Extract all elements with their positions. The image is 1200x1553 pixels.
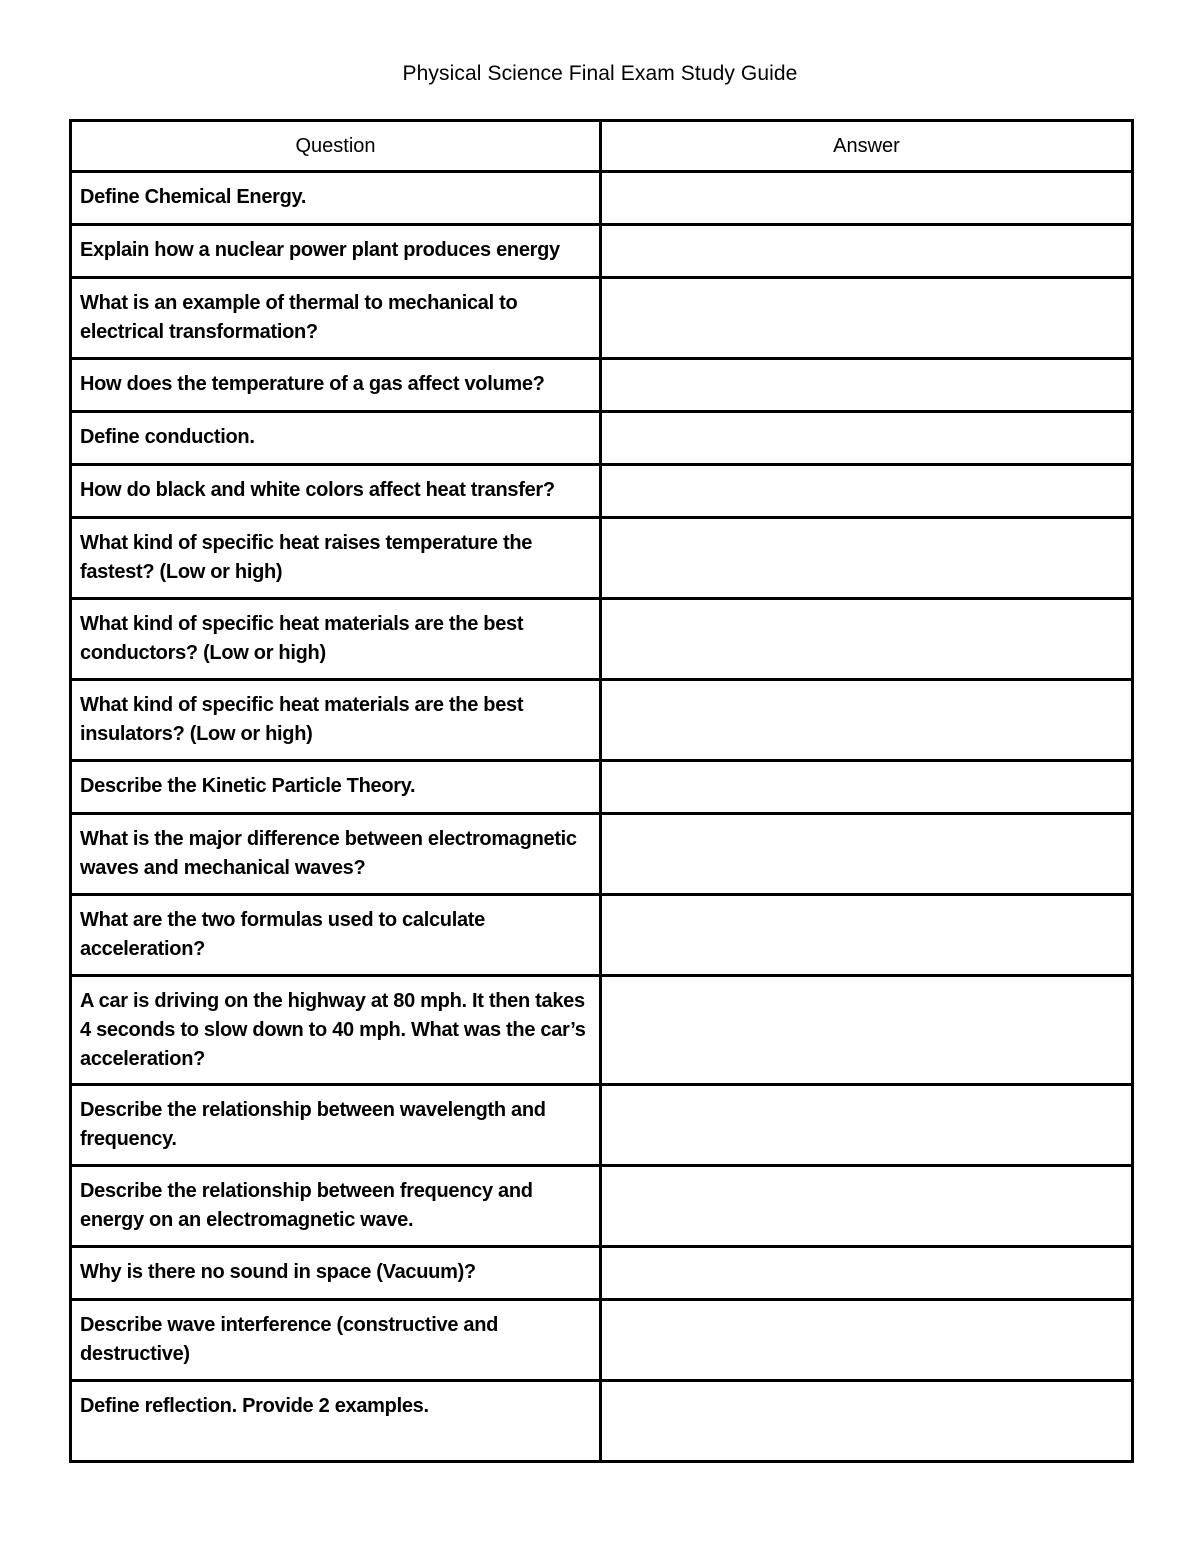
question-cell: Define Chemical Energy. — [71, 172, 601, 225]
answer-cell[interactable] — [601, 680, 1133, 761]
question-cell: How do black and white colors affect heat transfer? — [71, 465, 601, 518]
question-cell: What is the major difference between electromagnetic waves and mechanical waves? — [71, 814, 601, 895]
answer-cell[interactable] — [601, 761, 1133, 814]
answer-cell[interactable] — [601, 1166, 1133, 1247]
answer-cell[interactable] — [601, 518, 1133, 599]
question-cell: What are the two formulas used to calculate acceleration? — [71, 895, 601, 976]
table-row — [71, 599, 1133, 680]
question-cell: Describe the relationship between frequency and energy on an electromagnetic wave. — [71, 1166, 601, 1247]
study-guide-table — [69, 119, 1134, 1463]
table-row — [71, 172, 1133, 225]
question-cell: What kind of specific heat raises temperature the fastest? (Low or high) — [71, 518, 601, 599]
table-row — [71, 278, 1133, 359]
answer-cell[interactable] — [601, 1085, 1133, 1166]
answer-cell[interactable] — [601, 1247, 1133, 1300]
question-column-header: Question — [71, 121, 601, 172]
answer-cell[interactable] — [601, 172, 1133, 225]
table-row — [71, 465, 1133, 518]
table-row — [71, 814, 1133, 895]
answer-cell[interactable] — [601, 814, 1133, 895]
question-cell: What kind of specific heat materials are the best conductors? (Low or high) — [71, 599, 601, 680]
table-row — [71, 1381, 1133, 1462]
question-cell: Why is there no sound in space (Vacuum)? — [71, 1247, 601, 1300]
question-cell: What kind of specific heat materials are the best insulators? (Low or high) — [71, 680, 601, 761]
answer-cell[interactable] — [601, 976, 1133, 1085]
page-title: Physical Science Final Exam Study Guide — [402, 62, 798, 85]
question-cell: Describe wave interference (constructive and destructive) — [71, 1300, 601, 1381]
question-cell: How does the temperature of a gas affect volume? — [71, 359, 601, 412]
table-header-row — [71, 121, 1133, 172]
answer-cell[interactable] — [601, 412, 1133, 465]
table-row — [71, 1166, 1133, 1247]
table-row — [71, 359, 1133, 412]
answer-cell[interactable] — [601, 895, 1133, 976]
question-cell: What is an example of thermal to mechanical to electrical transformation? — [71, 278, 601, 359]
table-row — [71, 1300, 1133, 1381]
table-row — [71, 225, 1133, 278]
question-cell: A car is driving on the highway at 80 mph. It then takes 4 seconds to slow down to 40 mph. What was the car’s acceleration? — [71, 976, 601, 1085]
table-row — [71, 976, 1133, 1085]
answer-cell[interactable] — [601, 1300, 1133, 1381]
question-cell: Describe the relationship between wavelength and frequency. — [71, 1085, 601, 1166]
table-row — [71, 895, 1133, 976]
answer-column-header: Answer — [601, 121, 1133, 172]
table-row — [71, 761, 1133, 814]
table-row — [71, 680, 1133, 761]
question-cell: Explain how a nuclear power plant produces energy — [71, 225, 601, 278]
answer-cell[interactable] — [601, 1381, 1133, 1462]
table-row — [71, 412, 1133, 465]
question-cell: Describe the Kinetic Particle Theory. — [71, 761, 601, 814]
answer-cell[interactable] — [601, 599, 1133, 680]
answer-cell[interactable] — [601, 359, 1133, 412]
answer-cell[interactable] — [601, 278, 1133, 359]
question-cell: Define conduction. — [71, 412, 601, 465]
table-row — [71, 1247, 1133, 1300]
answer-cell[interactable] — [601, 225, 1133, 278]
answer-cell[interactable] — [601, 465, 1133, 518]
table-row — [71, 1085, 1133, 1166]
question-cell: Define reflection. Provide 2 examples. — [71, 1381, 601, 1462]
table-row — [71, 518, 1133, 599]
